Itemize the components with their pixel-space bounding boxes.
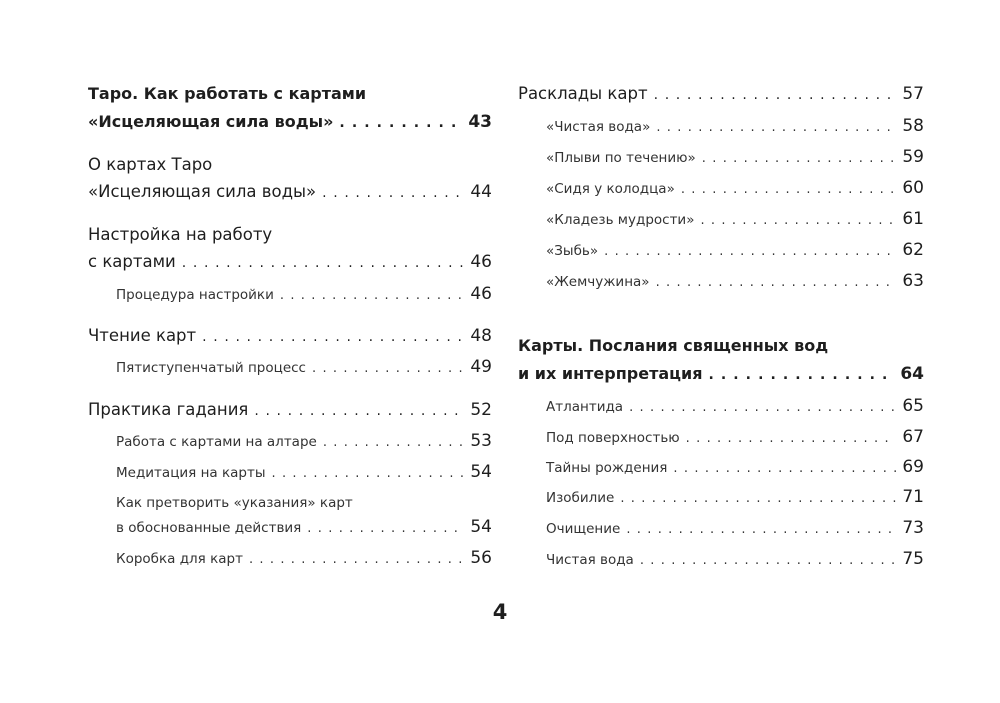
toc-entry[interactable] [88,250,492,274]
toc-subentry[interactable] [518,455,924,479]
toc-subentry[interactable] [518,547,924,571]
toc-entry-title: О картах Таро [88,155,213,174]
toc-subentry[interactable] [88,546,492,570]
toc-page-number: 54 [470,462,492,482]
toc-entry-title: «Сидя у колодца» [546,181,675,197]
toc-page-number: 59 [902,147,924,167]
toc-page-number: 61 [902,209,924,229]
dot-leader [280,283,465,308]
toc-entry-title: Изобилие [546,490,615,506]
toc-page-number: 58 [902,116,924,136]
toc-entry-title: «Кладезь мудрости» [546,212,695,228]
toc-page-number: 57 [902,84,924,104]
toc-entry-title: Практика гадания [88,400,249,419]
toc-entry-title: в обоснованные действия [116,520,302,536]
toc-subentry[interactable] [88,429,492,453]
toc-entry-title: «Жемчужина» [546,274,650,290]
toc-page-number: 56 [470,548,492,568]
dot-leader [339,110,462,135]
toc-entry-title: «Чистая вода» [546,119,651,135]
dot-leader [271,461,464,486]
toc-entry-title: Процедура настройки [116,287,274,303]
toc-entry-title: Коробка для карт [116,551,243,567]
toc-page-number: 62 [902,240,924,260]
dot-leader [686,426,897,451]
toc-page-number: 46 [470,284,492,304]
toc-page-number: 43 [468,112,492,132]
dot-leader [626,517,896,542]
toc-entry-title: и их интерпретация [518,364,703,383]
toc-page-number: 63 [902,271,924,291]
toc-entry[interactable] [518,82,924,106]
toc-subentry[interactable] [518,145,924,169]
toc-entry[interactable] [518,362,924,386]
toc-entry-title: Таро. Как работать с картами [88,84,367,103]
dot-leader [629,395,896,420]
dot-leader [656,270,897,295]
dot-leader [673,456,896,481]
toc-entry-title: «Плыви по течению» [546,150,696,166]
toc-subentry[interactable] [518,176,924,200]
toc-subentry[interactable] [518,394,924,418]
dot-leader [700,208,896,233]
toc-entry-title: Атлантида [546,399,624,415]
dot-leader [640,548,897,573]
toc-entry-title: Пятиступенчатый процесс [116,360,306,376]
toc-page-number: 54 [470,517,492,537]
toc-page-number: 53 [470,431,492,451]
toc-entry-title: Карты. Послания священных вод [518,336,829,355]
dot-leader [312,356,464,381]
toc-entry-title: Расклады карт [518,84,648,103]
toc-entry-title: с картами [88,252,176,271]
toc-entry-title: «Зыбь» [546,243,599,259]
toc-page-number: 48 [470,326,492,346]
toc-page-number: 46 [470,252,492,272]
dot-leader [307,516,464,541]
dot-leader [620,486,896,511]
toc-subentry[interactable] [88,355,492,379]
toc-subentry[interactable] [518,485,924,509]
toc-page-number: 75 [902,549,924,569]
toc-entry-title: Настройка на работу [88,225,273,244]
dot-leader [182,250,465,275]
toc-subentry[interactable] [88,282,492,306]
toc-entry-title: Чтение карт [88,326,197,345]
dot-leader [254,398,464,423]
toc-subentry[interactable] [88,515,492,539]
dot-leader [323,430,465,455]
toc-page-number: 52 [470,400,492,420]
dot-leader [681,177,897,202]
toc-page-number: 64 [900,364,924,384]
toc-subentry[interactable] [518,425,924,449]
dot-leader [604,239,896,264]
toc-page-number: 73 [902,518,924,538]
toc-entry-title: «Исцеляющая сила воды» [88,112,334,131]
toc-subentry[interactable] [518,114,924,138]
toc-entry-title: Чистая вода [546,552,634,568]
toc-entry-title: Очищение [546,521,621,537]
toc-subentry[interactable] [518,269,924,293]
toc-page-number: 44 [470,182,492,202]
toc-entry[interactable] [88,110,492,134]
toc-entry[interactable] [88,398,492,422]
toc-page-number: 71 [902,487,924,507]
dot-leader [249,547,464,572]
toc-entry-title: Под поверхностью [546,430,680,446]
dot-leader [702,146,897,171]
dot-leader [322,180,464,205]
toc-entry-title: Тайны рождения [546,460,668,476]
dot-leader [654,82,897,107]
page-number: 4 [492,600,508,624]
toc-page-number: 60 [902,178,924,198]
toc-entry-title: Медитация на карты [116,465,266,481]
toc-entry-title: Работа с картами на алтаре [116,434,317,450]
toc-subentry[interactable] [88,460,492,484]
toc-page-number: 49 [470,357,492,377]
toc-entry[interactable] [88,180,492,204]
toc-entry-title: Как претворить «указания» карт [116,495,353,511]
toc-entry-title: «Исцеляющая сила воды» [88,182,317,201]
toc-entry[interactable] [88,324,492,348]
toc-page-number: 65 [902,396,924,416]
toc-subentry[interactable] [518,238,924,262]
toc-subentry[interactable] [518,207,924,231]
toc-page-number: 67 [902,427,924,447]
dot-leader [202,324,464,349]
dot-leader [656,115,896,140]
toc-subentry[interactable] [518,516,924,540]
toc-page-number: 69 [902,457,924,477]
dot-leader [709,362,895,387]
